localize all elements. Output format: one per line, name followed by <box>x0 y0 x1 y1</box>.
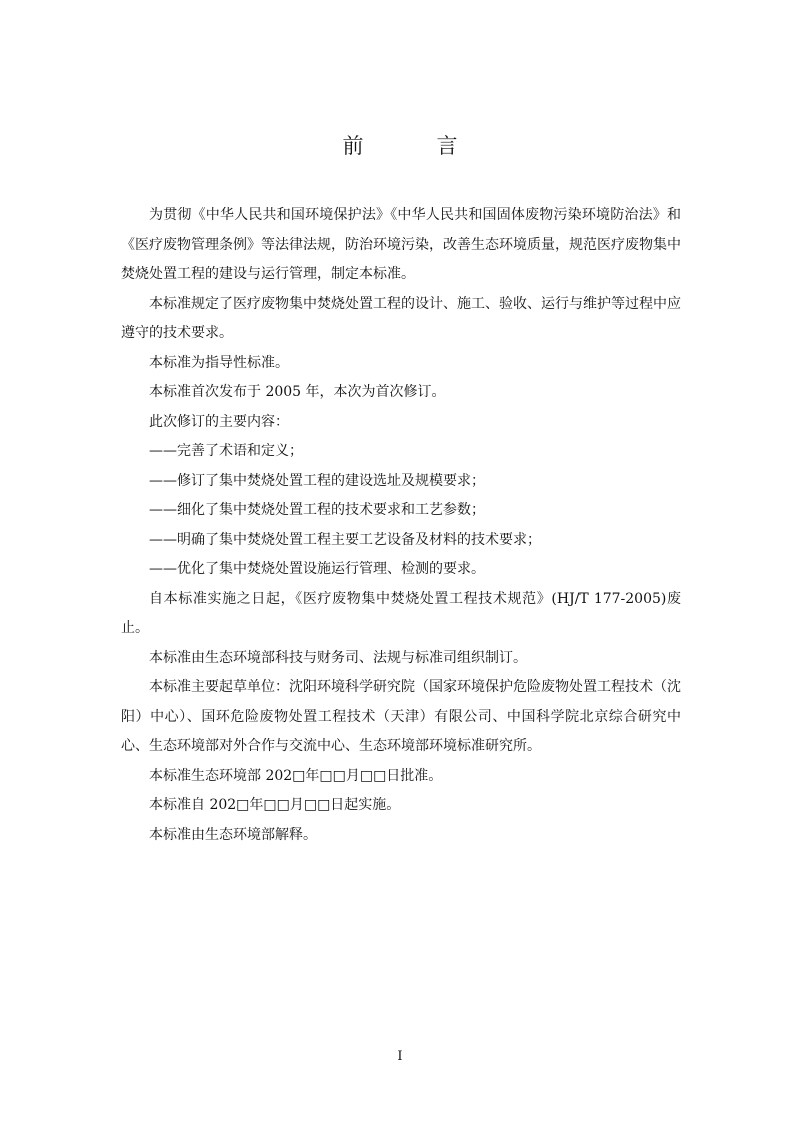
paragraph-drafters: 本标准主要起草单位：沈阳环境科学研究院（国家环境保护危险废物处置工程技术（沈阳）中心）、国环危险废物处置工程技术（天津）有限公司、中国科学院北京综合研究中心、生态环境部对外合作与交流中心、生态环境部环境标准研究所。 <box>121 679 681 754</box>
paragraph-purpose: 为贯彻《中华人民共和国环境保护法》《中华人民共和国固体废物污染环境防治法》和《医疗废物管理条例》等法律法规，防治环境污染，改善生态环境质量，规范医疗废物集中焚烧处置工程的建设与运行管理，制定本标准。 <box>121 207 681 282</box>
list-item: ——完善了术语和定义； <box>149 443 303 459</box>
paragraph-scope: 本标准规定了医疗废物集中焚烧处置工程的设计、施工、验收、运行与维护等过程中应遵守的技术要求。 <box>121 295 681 341</box>
list-item: ——明确了集中焚烧处置工程主要工艺设备及材料的技术要求； <box>149 531 541 548</box>
paragraph-nature: 本标准为指导性标准。 <box>149 354 289 371</box>
paragraph-history: 本标准首次发布于 2005 年，本次为首次修订。 <box>149 384 446 400</box>
page-title: 前 言 <box>342 134 484 158</box>
paragraph-revision-intro: 此次修订的主要内容： <box>149 413 289 430</box>
foreword-body <box>121 201 681 850</box>
paragraph-approval: 本标准生态环境部 202□年□□月□□日批准。 <box>149 767 443 784</box>
paragraph-abolition: 自本标准实施之日起，《医疗废物集中焚烧处置工程技术规范》(HJ/T 177-2005)废止。 <box>121 590 681 636</box>
page-number: I <box>397 1049 403 1064</box>
list-item: ——优化了集中焚烧处置设施运行管理、检测的要求。 <box>149 561 485 577</box>
paragraph-effective: 本标准自 202□年□□月□□日起实施。 <box>149 797 401 813</box>
list-item: ——细化了集中焚烧处置工程的技术要求和工艺参数； <box>149 502 485 518</box>
list-item: ——修订了集中焚烧处置工程的建设选址及规模要求； <box>149 472 485 489</box>
paragraph-interpretation: 本标准由生态环境部解释。 <box>149 826 317 843</box>
paragraph-organizer: 本标准由生态环境部科技与财务司、法规与标准司组织制订。 <box>149 649 527 666</box>
